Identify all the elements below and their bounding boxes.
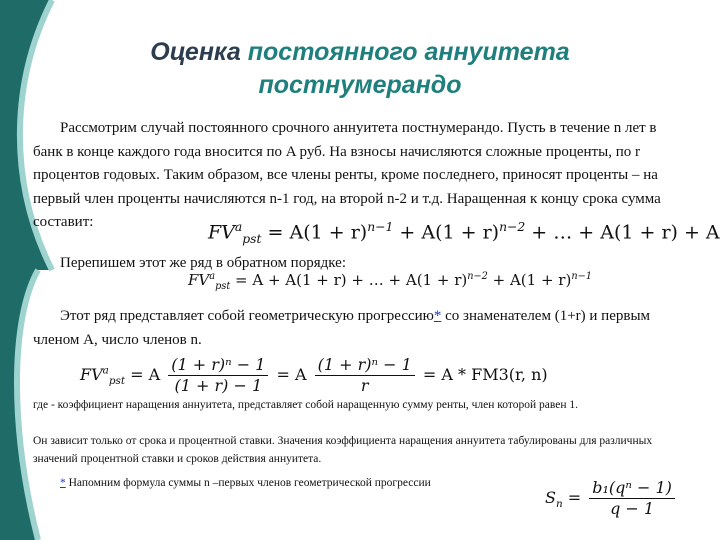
slide-title	[120, 36, 600, 102]
fraction-geometric: $\frac{\text{b₁(qⁿ − 1)}}{q - 1}$	[589, 478, 675, 519]
reverse-order-paragraph: Перепишем этот же ряд в обратном порядке:	[60, 255, 346, 271]
formula-sum-reverse: $FV^a_{pst} = A + A(1 + r)$ + … + $A(1 + r)^{n-2} + A(1 + r)^{n-1}$	[188, 271, 592, 292]
coefficient-note: где - коэффициент наращения аннуитета, представляет собой наращенную сумму ренты, член которой равен 1.	[33, 399, 579, 411]
title-part1: Оценка	[150, 38, 248, 66]
fraction-2: $\frac{\text{(1 + r)ⁿ − 1}}{r}$	[315, 355, 415, 396]
formula-geometric-sum: $S_n$ = $\frac{\text{b₁(qⁿ − 1)}}{q - 1}$	[545, 478, 678, 519]
intro-paragraph: Рассмотрим случай постоянного срочного аннуитета постнумерандо. Пусть в течение n лет в банк в конце каждого года вносится по A руб. На взносы начисляются сложные проценты, по r процентов годовых. Таким образом, все члены ренты, кроме последнего, приносят проценты – на первый член проценты начисляются n-1 год, на второй n-2 и т.д. Наращенная к концу срока сумма составит:	[33, 120, 661, 230]
fraction-1: $\frac{\text{(1 + r)ⁿ − 1}}{(1 + r) - 1}$	[168, 355, 268, 396]
formula-sum-forward: $FV^a_{pst} = A(1 + r)^{n-1} + A(1 + r)^{n-2}$ + … + A(1 + r) + A	[208, 220, 720, 247]
tabulation-note: Он зависит только от срока и процентной ставки. Значения коэффициента наращения аннуитета табулированы для различных значений процентной ставки и сроков действия аннуитета.	[33, 435, 653, 465]
title-line2: постнумерандо	[258, 71, 462, 99]
title-part2: постоянного аннуитета	[247, 38, 570, 66]
footnote-text: * Напомним формула суммы n –первых членов геометрической прогрессии	[60, 477, 431, 489]
formula-future-value: $FV^a_{pst} = A$ $\frac{\text{(1 + r)ⁿ − 1}}{(1 + r) - 1}$ = A $\frac{\text{(1 + r)ⁿ − 1}}{r}$ = A * FM3(r, n)	[80, 355, 548, 395]
geometric-progression-paragraph: Этот ряд представляет собой геометрическую прогрессию* со знаменателем (1+r) и первым членом A, число членов n.	[33, 308, 651, 348]
footnote-star: *	[60, 477, 66, 489]
footnote-star-link[interactable]: *	[433, 308, 442, 324]
